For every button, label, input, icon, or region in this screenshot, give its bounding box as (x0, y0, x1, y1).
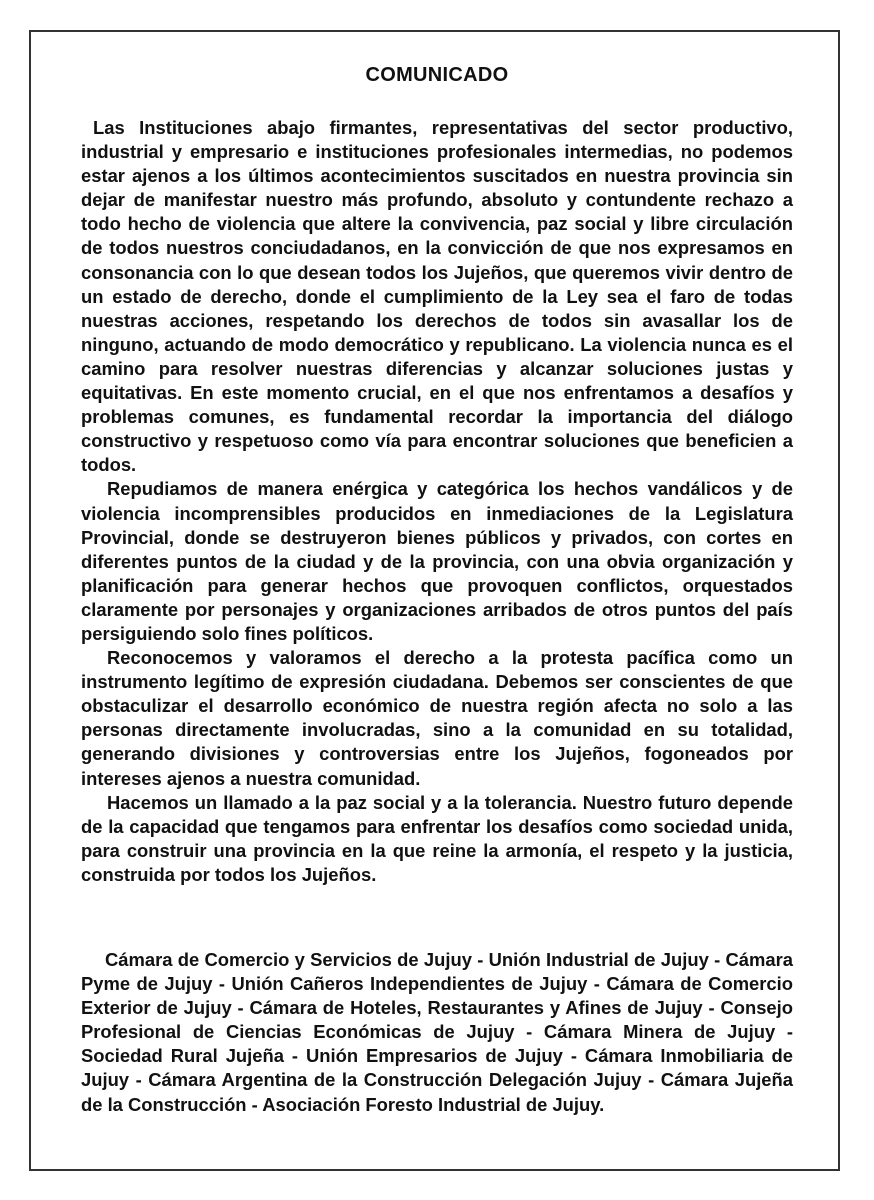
document-body (81, 62, 793, 1117)
paragraph-intro: Las Instituciones abajo firmantes, representativas del sector productivo, industrial y empresario e instituciones profesionales intermedias, no podemos estar ajenos a los últimos acontecimientos suscitados en nuestra provincia sin dejar de manifestar nuestro más profundo, absoluto y contundente rechazo a todo hecho de violencia que altere la convivencia, paz social y libre circulación de todos nuestros conciudadanos, en la convicción de que nos expresamos en consonancia con lo que desean todos los Jujeños, que queremos vivir dentro de un estado de derecho, donde el cumplimiento de la Ley sea el faro de todas nuestras acciones, respetando los derechos de todos sin avasallar los de ninguno, actuando de modo democrático y republicano. La violencia nunca es el camino para resolver nuestras diferencias y alcanzar soluciones justas y equitativas. En este momento crucial, en el que nos enfrentamos a desafíos y problemas comunes, es fundamental recordar la importancia del diálogo constructivo y respetuoso como vía para encontrar soluciones que beneficien a todos. (81, 117, 793, 476)
signatories-list: Cámara de Comercio y Servicios de Jujuy - Unión Industrial de Jujuy - Cámara Pyme de Jujuy - Unión Cañeros Independientes de Jujuy - Cámara de Comercio Exterior de Jujuy - Cámara de Hoteles, Restaurantes y Afines de Jujuy - Consejo Profesional de Ciencias Económicas de Jujuy - Cámara Minera de Jujuy - Sociedad Rural Jujeña - Unión Empresarios de Jujuy - Cámara Inmobiliaria de Jujuy - Cámara Argentina de la Construcción Delegación Jujuy - Cámara Jujeña de la Construcción - Asociación Foresto Industrial de Jujuy. (81, 949, 793, 1115)
document-title: COMUNICADO (365, 64, 509, 86)
paragraph-recognition: Reconocemos y valoramos el derecho a la protesta pacífica como un instrumento legítimo de expresión ciudadana. Debemos ser conscientes de que obstaculizar el desarrollo económico de nuestra región afecta no solo a las personas directamente involucradas, sino a la comunidad en su totalidad, generando divisiones y controversias entre los Jujeños, fogoneados por intereses ajenos a nuestra comunidad. (81, 647, 793, 789)
paragraph-call-to-peace: Hacemos un llamado a la paz social y a la tolerancia. Nuestro futuro depende de la capacidad que tengamos para enfrentar los desafíos como sociedad unida, para construir una provincia en la que reine la armonía, el respeto y la justicia, construida por todos los Jujeños. (81, 791, 793, 885)
paragraph-repudiation: Repudiamos de manera enérgica y categórica los hechos vandálicos y de violencia incomprensibles producidos en inmediaciones de la Legislatura Provincial, donde se destruyeron bienes públicos y privados, con cortes en diferentes puntos de la ciudad y de la provincia, con una obvia organización y planificación para generar hechos que provoquen conflictos, orquestados claramente por personajes y organizaciones arribados de otros puntos del país persiguiendo solo fines políticos. (81, 478, 793, 644)
